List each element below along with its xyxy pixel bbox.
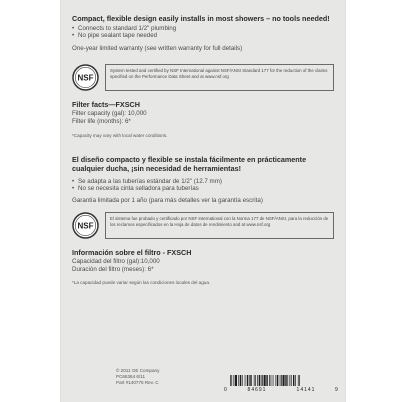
- english-footnote: *Capacity may vary with local water conditions.: [72, 133, 168, 138]
- barcode-bar: [257, 375, 258, 386]
- spanish-footnote: *La capacidad puede variar según las condiciones locales del agua.: [72, 280, 211, 285]
- barcode-bar: [276, 375, 277, 386]
- nsf-logo-icon: [72, 212, 99, 239]
- spanish-bullet: • No se necesita cinta selladora para tuberías: [72, 185, 336, 192]
- barcode-bar: [245, 375, 246, 386]
- barcode-digit-first: 0: [224, 387, 227, 392]
- barcode-bars: [230, 375, 300, 386]
- spanish-filter-capacity: Capacidad del filtro (gal):10,000: [72, 258, 160, 265]
- barcode-bar: [287, 375, 288, 386]
- barcode-bar: [254, 375, 255, 386]
- spanish-heading: El diseño compacto y flexible se instala fácilmente en prácticamente cualquier ducha, ¡sin necesidad de herramientas!: [72, 155, 307, 173]
- barcode-digit-last: 9: [335, 387, 338, 392]
- barcode-digits-right: 14141: [296, 387, 316, 392]
- barcode-bar: [230, 375, 231, 386]
- english-bullet: • Connects to standard 1/2" plumbing: [72, 25, 336, 32]
- barcode-bar: [240, 375, 241, 386]
- english-warranty: One-year limited warranty (see written warranty for full details): [72, 45, 243, 52]
- barcode-bar: [234, 375, 235, 386]
- english-filter-capacity: Filter capacity (gal): 10,000: [72, 110, 147, 117]
- english-heading: Compact, flexible design easily installs in most showers – no tools needed!: [72, 14, 330, 23]
- nsf-logo-icon: [72, 64, 99, 91]
- barcode-bar: [231, 375, 232, 386]
- barcode-bar: [247, 375, 248, 386]
- barcode-bar: [255, 375, 256, 386]
- english-filter-life: Filter life (months): 6*: [72, 118, 131, 125]
- barcode-bar: [250, 375, 251, 386]
- copyright-text: © 2011 GE Company: [116, 368, 160, 373]
- part-number: Part #140776 Rev. C: [116, 380, 159, 385]
- spanish-bullet-list: [72, 178, 336, 193]
- barcode-bar: [271, 375, 272, 386]
- barcode-bar: [269, 375, 270, 386]
- product-code: PC66364 6/11: [116, 374, 146, 379]
- spanish-warranty: Garantía limitada por 1 año (para más detalles ver la garantía escrita): [72, 197, 263, 204]
- barcode: [222, 375, 342, 392]
- english-bullet-list: [72, 25, 336, 40]
- english-cert-text: System tested and certified by NSF International against NSF/ANSI Standard 177 for the reduction of the claims specified on the Performance Data Sheet and at www.nsf.org: [105, 64, 334, 91]
- barcode-bar: [266, 375, 267, 386]
- barcode-bar: [242, 375, 243, 386]
- barcode-bar: [291, 375, 292, 386]
- barcode-bar: [280, 375, 281, 386]
- barcode-bar: [285, 375, 286, 386]
- barcode-bar: [281, 375, 282, 386]
- barcode-bar: [261, 375, 262, 386]
- barcode-bar: [298, 375, 299, 386]
- barcode-bar: [295, 375, 296, 386]
- english-bullet: • No pipe sealant tape needed: [72, 32, 336, 39]
- barcode-bar: [264, 375, 266, 386]
- english-filter-heading: Filter facts—FXSCH: [72, 100, 140, 109]
- spanish-cert-block: [72, 212, 334, 240]
- barcode-bar: [299, 375, 300, 386]
- barcode-bar: [277, 375, 278, 386]
- barcode-bar: [283, 375, 285, 386]
- barcode-digits-left: 84691: [247, 387, 267, 392]
- spanish-cert-text: El sistema fue probado y certificado por NSF International con la Norma 177 de NSF/ANSI, para la reducción de los reclamos especificados en la Hoja de datos de rendimiento and at www.nsf.org: [105, 212, 334, 239]
- barcode-bar: [290, 375, 291, 386]
- nsf-logo-text: NSF: [77, 221, 94, 231]
- spanish-bullet: • Se adapta a las tuberías estándar de 1/2" (12.7 mm): [72, 178, 336, 185]
- barcode-bar: [235, 375, 237, 386]
- barcode-bar: [249, 375, 250, 386]
- barcode-bar: [238, 375, 239, 386]
- barcode-bar: [262, 375, 263, 386]
- spanish-filter-heading: Información sobre el filtro - FXSCH: [72, 248, 192, 257]
- barcode-bar: [293, 375, 294, 386]
- english-cert-block: [72, 64, 334, 92]
- barcode-bar: [259, 375, 260, 386]
- spanish-filter-life: Duración del filtro (meses): 6*: [72, 266, 154, 273]
- nsf-logo-text: NSF: [77, 73, 94, 83]
- barcode-bar: [273, 375, 274, 386]
